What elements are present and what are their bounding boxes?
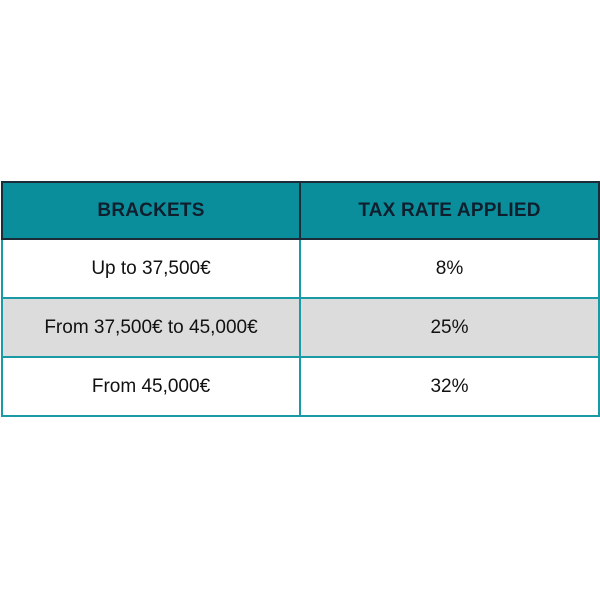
- rate-cell: 25%: [300, 298, 599, 357]
- tax-bracket-table: [1, 181, 600, 417]
- table-header-row: [2, 182, 599, 239]
- header-tax-rate: TAX RATE APPLIED: [300, 182, 599, 239]
- bracket-cell: From 37,500€ to 45,000€: [2, 298, 300, 357]
- rate-cell: 32%: [300, 357, 599, 416]
- rate-cell: 8%: [300, 239, 599, 298]
- table-row: [2, 298, 599, 357]
- table-row: [2, 357, 599, 416]
- tax-bracket-table-container: [1, 181, 598, 417]
- bracket-cell: Up to 37,500€: [2, 239, 300, 298]
- table-row: [2, 239, 599, 298]
- bracket-cell: From 45,000€: [2, 357, 300, 416]
- header-brackets: BRACKETS: [2, 182, 300, 239]
